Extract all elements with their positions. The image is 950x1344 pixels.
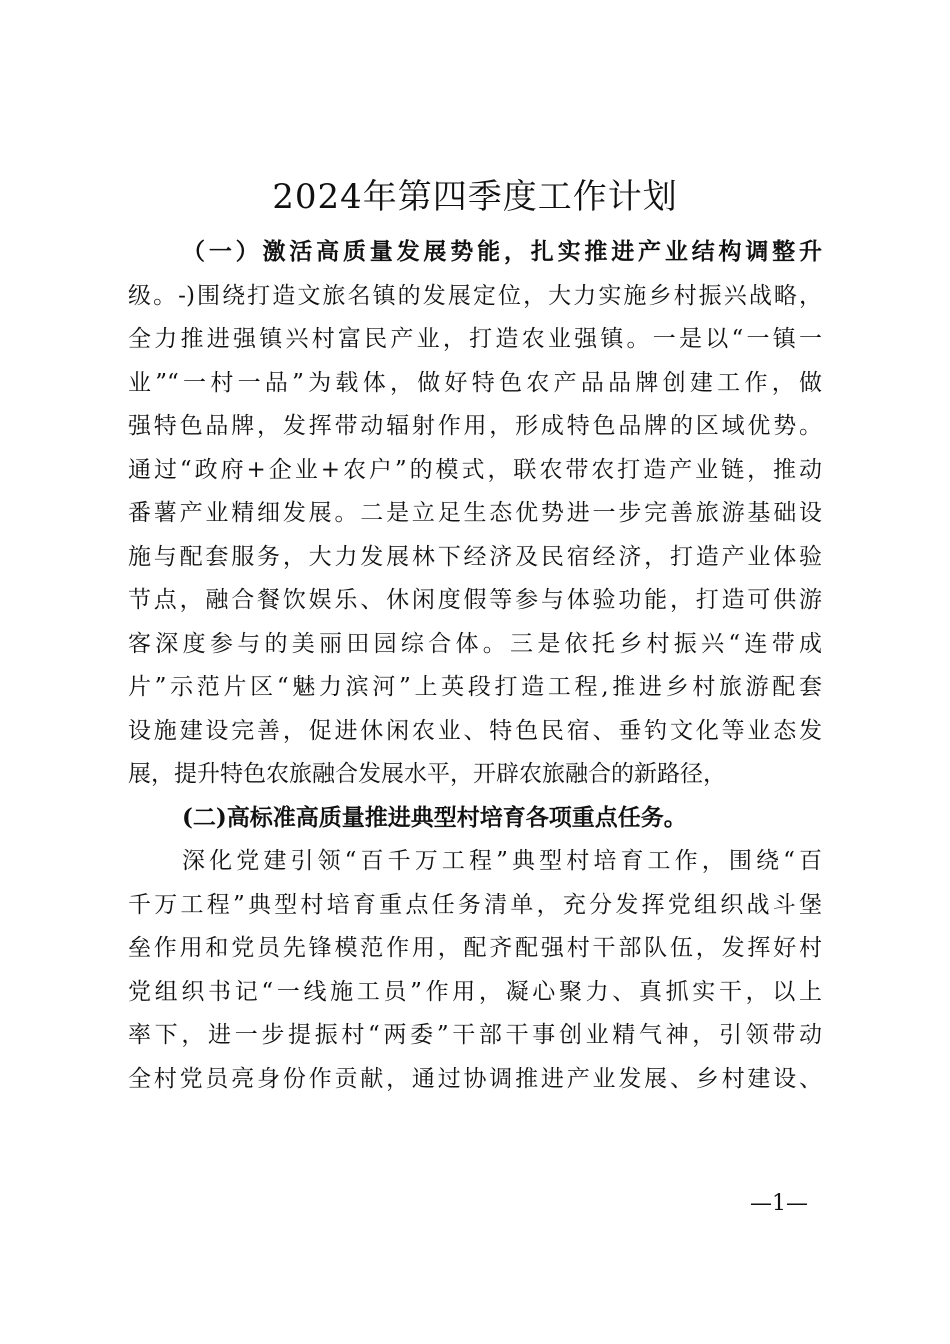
body-line: 展，提升特色农旅融合发展水平，开辟农旅融合的新路径，: [128, 761, 726, 787]
body-line: 业”“一村一品”为载体，做好特色农产品品牌创建工作，做: [128, 370, 822, 396]
body-line: 千万工程”典型村培育重点任务清单，充分发挥党组织战斗堡: [128, 892, 822, 918]
document-title: 2024年第四季度工作计划: [272, 177, 678, 217]
body-line: 全力推进强镇兴村富民产业，打造农业强镇。一是以“一镇一: [128, 326, 822, 352]
body-line: 强特色品牌，发挥带动辐射作用，形成特色品牌的区域优势。: [128, 413, 822, 439]
body-line: 设施建设完善，促进休闲农业、特色民宿、垂钓文化等业态发: [128, 718, 822, 744]
body-line: 施与配套服务，大力发展林下经济及民宿经济，打造产业体验: [128, 544, 822, 570]
body-line: 通过“政府+企业+农户”的模式，联农带农打造产业链，推动: [128, 457, 822, 483]
body-line: 垒作用和党员先锋模范作用，配齐配强村干部队伍，发挥好村: [128, 935, 822, 961]
body-line: 全村党员亮身份作贡献，通过协调推进产业发展、乡村建设、: [128, 1066, 822, 1092]
body-line: 客深度参与的美丽田园综合体。三是依托乡村振兴“连带成: [128, 631, 822, 657]
section-one-heading: （一）激活高质量发展势能，扎实推进产业结构调整升: [182, 238, 822, 265]
body-line: 番薯产业精细发展。二是立足生态优势进一步完善旅游基础设: [128, 500, 822, 526]
body-line: 深化党建引领“百千万工程”典型村培育工作，围绕“百: [182, 848, 822, 874]
body-line: 党组织书记“一线施工员”作用，凝心聚力、真抓实干，以上: [128, 979, 822, 1005]
section-two-heading: (二)高标准高质量推进典型村培育各项重点任务。: [182, 804, 687, 831]
body-line: 片”示范片区“魅力滨河”上英段打造工程,推进乡村旅游配套: [128, 674, 822, 700]
body-line: 率下，进一步提振村“两委”干部干事创业精气神，引领带动: [128, 1022, 822, 1048]
body-line: 级。-)围绕打造文旅名镇的发展定位，大力实施乡村振兴战略，: [128, 283, 822, 309]
page-number: —1—: [750, 1191, 808, 1216]
body-line: 节点，融合餐饮娱乐、休闲度假等参与体验功能，打造可供游: [128, 587, 822, 613]
